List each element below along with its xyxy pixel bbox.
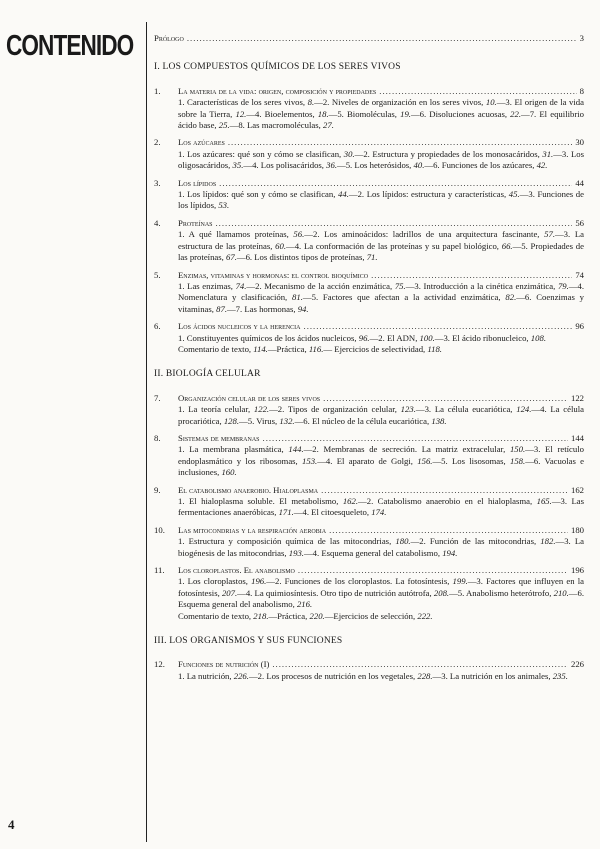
chapter-title: La materia de la vida: origen, composición y propiedades xyxy=(178,85,377,96)
dot-leader xyxy=(371,270,572,281)
chapter-entry xyxy=(154,178,584,212)
chapter-heading-row[interactable] xyxy=(154,565,584,576)
chapter-title: Proteínas xyxy=(178,217,213,228)
dot-leader xyxy=(272,659,568,670)
dot-leader xyxy=(379,86,576,97)
chapter-entry xyxy=(154,137,584,171)
chapter-number: 1. xyxy=(154,85,161,96)
chapter-sections: 1. La nutrición, 226.—2. Los procesos de nutrición en los vegetales, 228.—3. La nutrición en los animales, 235. xyxy=(178,670,568,681)
part-heading: I. LOS COMPUESTOS QUÍMICOS DE LOS SERES VIVOS xyxy=(154,62,401,73)
chapter-page: 180 xyxy=(570,524,584,535)
part-heading: II. BIOLOGÍA CELULAR xyxy=(154,369,261,380)
chapter-heading-row[interactable] xyxy=(154,393,584,404)
chapter-entry xyxy=(154,659,584,682)
chapter-page: 122 xyxy=(570,392,584,403)
chapter-page: 226 xyxy=(570,659,584,670)
dot-leader xyxy=(187,33,577,44)
chapter-number: 12. xyxy=(154,659,165,670)
dot-leader xyxy=(228,137,572,148)
chapter-heading-row[interactable] xyxy=(154,433,584,444)
chapter-page: 144 xyxy=(570,432,584,443)
chapter-title: Enzimas, vitaminas y hormonas: el control bioquímico xyxy=(178,269,369,280)
chapter-title: Los azúcares xyxy=(178,137,225,148)
chapter-page: 30 xyxy=(575,137,584,148)
chapter-extras: Comentario de texto, 114.—Práctica, 116.— Ejercicios de selectividad, 118. xyxy=(178,343,442,354)
chapter-page: 196 xyxy=(570,565,584,576)
chapter-sections: 1. Los cloroplastos, 196.—2. Funciones de los cloroplastos. La fotosíntesis, 199.—3. Factores que influyen en la fotosíntesis, 207.—4. La quimiosíntesis. Otro tipo de nutrición autótrofa, 208.—5. Anabolismo heterótrofo, 210.—6. Esquema general del anabolismo, 216. xyxy=(178,576,584,610)
chapter-title: Funciones de nutrición (I) xyxy=(178,659,270,670)
chapter-title: Los lípidos xyxy=(178,177,217,188)
chapter-number: 6. xyxy=(154,321,161,332)
chapter-number: 2. xyxy=(154,137,161,148)
chapter-sections: 1. Características de los seres vivos, 8.—2. Niveles de organización en los seres vivos, 10.—3. El origen de la vida sobre la Tierra, 12.—4. Bioelementos, 18.—5. Biomoléculas, 19.—6. Disoluciones acuosas, 22.—7. El equilibrio ácido base, 25.—8. Las macromoléculas, 27. xyxy=(178,97,585,131)
chapter-sections: 1. Las enzimas, 74.—2. Mecanismo de la acción enzimática, 75.—3. Introducción a la cinética enzimática, 79.—4. Nomenclatura y clasificación, 81.—5. Factores que afectan a la actividad enzimática, 82.—6. Coenzimas y vitaminas, 87.—7. Las hormonas, 94. xyxy=(178,280,584,314)
table-of-contents xyxy=(154,33,584,688)
chapter-entry xyxy=(154,433,584,479)
page-number: 4 xyxy=(8,817,15,832)
chapter-title: El catabolismo anaerobio. Hialoplasma xyxy=(178,484,319,495)
chapter-sections: 1. Los lípidos: qué son y cómo se clasifican, 44.—2. Los lípidos: estructura y características, 45.—3. Funciones de los lípidos, 53. xyxy=(178,189,584,211)
chapter-number: 11. xyxy=(154,565,165,576)
dot-leader xyxy=(263,433,568,444)
dot-leader xyxy=(219,178,572,189)
prologue-label: Prólogo xyxy=(154,33,184,43)
chapter-sections: 1. Constituyentes químicos de los ácidos nucleicos, 96.—2. El ADN, 100.—3. El ácido ribonucleico, 108. xyxy=(178,332,546,343)
chapter-heading-row[interactable] xyxy=(154,485,584,496)
chapter-number: 5. xyxy=(154,269,161,280)
chapter-page: 96 xyxy=(575,321,584,332)
chapter-sections: 1. Estructura y composición química de las mitocondrias, 180.—2. Función de las mitocondrias, 182.—3. La biogénesis de las mitocondrias, 193.—4. Esquema general del catabolismo, 194. xyxy=(178,536,584,558)
chapter-number: 9. xyxy=(154,484,161,495)
chapter-entry xyxy=(154,86,584,132)
chapter-heading-row[interactable] xyxy=(154,178,584,189)
chapter-entry xyxy=(154,218,584,264)
prologue-entry[interactable] xyxy=(154,33,584,44)
vertical-divider xyxy=(146,22,147,842)
chapter-entry xyxy=(154,321,584,355)
chapter-number: 8. xyxy=(154,432,161,443)
chapter-title: Las mitocondrias y la respiración aerobia xyxy=(178,524,327,535)
dot-leader xyxy=(323,393,568,404)
chapter-heading-row[interactable] xyxy=(154,218,584,229)
dot-leader xyxy=(304,321,573,332)
chapter-title: Organización celular de los seres vivos xyxy=(178,392,321,403)
chapter-heading-row[interactable] xyxy=(154,659,584,670)
chapter-page: 8 xyxy=(579,85,584,96)
chapter-entry xyxy=(154,270,584,316)
dot-leader xyxy=(298,565,568,576)
chapter-number: 4. xyxy=(154,217,161,228)
chapter-heading-row[interactable] xyxy=(154,321,584,332)
chapter-entry xyxy=(154,485,584,519)
chapter-sections: 1. El hialoplasma soluble. El metabolismo, 162.—2. Catabolismo anaerobio en el hialoplasma, 165.—3. Las fermentaciones anaeróbicas, 171.—4. El citoesqueleto, 174. xyxy=(178,496,584,518)
chapter-page: 162 xyxy=(570,484,584,495)
chapter-entry xyxy=(154,393,584,427)
chapter-number: 7. xyxy=(154,392,161,403)
chapter-heading-row[interactable] xyxy=(154,270,584,281)
dot-leader xyxy=(321,485,568,496)
page-title: CONTENIDO xyxy=(6,30,134,62)
part-heading: III. LOS ORGANISMOS Y SUS FUNCIONES xyxy=(154,636,343,647)
chapter-number: 10. xyxy=(154,524,165,535)
chapter-page: 74 xyxy=(575,269,584,280)
chapter-page: 56 xyxy=(575,217,584,228)
chapter-number: 3. xyxy=(154,177,161,188)
chapter-page: 44 xyxy=(575,177,584,188)
chapter-heading-row[interactable] xyxy=(154,86,584,97)
dot-leader xyxy=(216,218,573,229)
chapter-entry xyxy=(154,525,584,559)
chapter-sections: 1. La teoría celular, 122.—2. Tipos de organización celular, 123.—3. La célula eucariótica, 124.—4. La célula procariótica, 128.—5. Virus, 132.—6. El núcleo de la célula eucariótica, 138. xyxy=(178,404,585,426)
prologue-page: 3 xyxy=(579,33,584,43)
chapter-sections: 1. Los azúcares: qué son y cómo se clasifican, 30.—2. Estructura y propiedades de los monosacáridos, 31.—3. Los oligosacáridos, 35.—4. Los polisacáridos, 36.—5. Los heterósidos, 40.—6. Funciones de los azúcares, 42. xyxy=(178,148,585,171)
dot-leader xyxy=(329,525,568,536)
chapter-heading-row[interactable] xyxy=(154,525,584,536)
chapter-title: Los cloroplastos. El anabolismo xyxy=(178,565,295,576)
chapter-entry xyxy=(154,565,584,622)
chapter-title: Sistemas de membranas xyxy=(178,432,260,443)
chapter-sections: 1. A qué llamamos proteínas, 56.—2. Los aminoácidos: ladrillos de una arquitectura fascinante, 57.—3. La estructura de las proteínas, 60.—4. La conformación de las proteínas y su papel biológico, 66.—5. Propiedades de las proteínas, 67.—6. Los distintos tipos de proteínas, 71. xyxy=(178,229,584,263)
chapter-title: Los ácidos nucleicos y la herencia xyxy=(178,321,301,332)
chapter-heading-row[interactable] xyxy=(154,137,584,148)
chapter-extras: Comentario de texto, 218.—Práctica, 220.—Ejercicios de selección, 222. xyxy=(178,610,433,621)
chapter-sections: 1. La membrana plasmática, 144.—2. Membranas de secreción. La matriz extracelular, 150.—3. El retículo endoplasmático y los ribosomas, 153.—4. El aparato de Golgi, 156.—5. Los lisosomas, 158.—6. Vacuolas e inclusiones, 160. xyxy=(178,444,585,478)
